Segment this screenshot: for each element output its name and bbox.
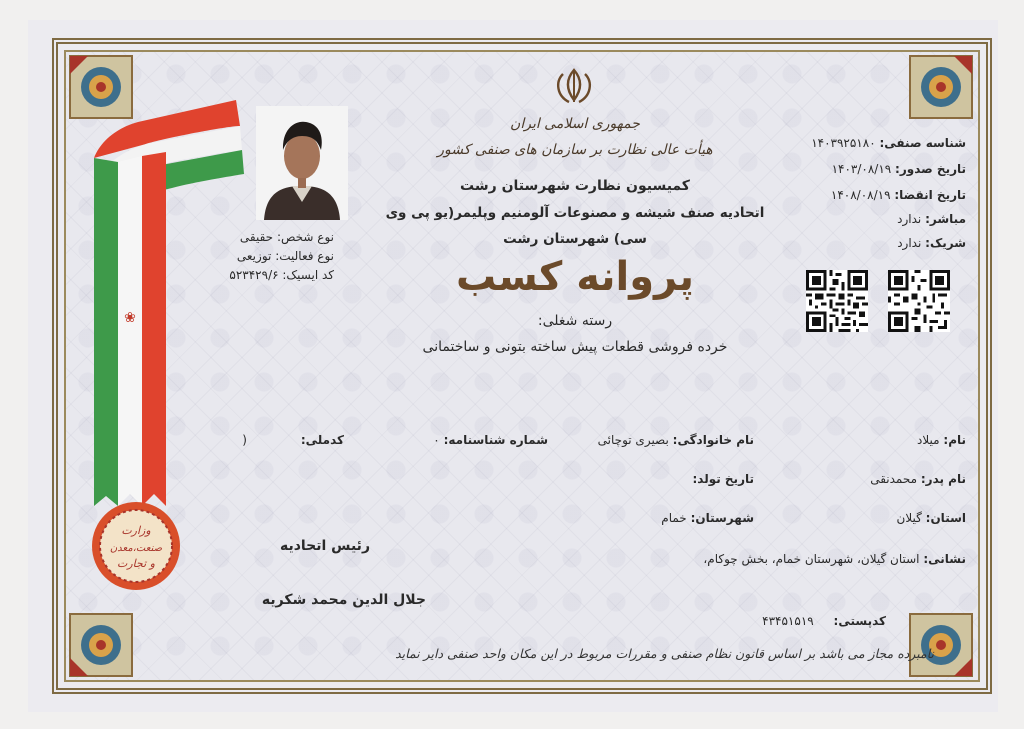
qr-code-icon [806,270,868,332]
supervisory-board-name: هیأت عالی نظارت بر سازمان های صنفی کشور [437,142,713,158]
license-row: تاریخ انقضا: ۱۴۰۸/۰۸/۱۹ [830,188,966,202]
license-row: شناسه صنفی: ۱۴۰۳۹۲۵۱۸۰ [811,136,966,150]
birth-date-field: تاریخ تولد: [692,472,754,486]
corner-ornament-icon [68,612,134,678]
owner-photo [256,106,348,220]
license-row: تاریخ صدور: ۱۴۰۳/۰۸/۱۹ [831,162,966,176]
union-name-line2: سی) شهرستان رشت [503,231,647,247]
person-info-row: نوع فعالیت: توزیعی [236,249,334,263]
ministry-seal-icon [90,500,182,592]
first-name-field: نام: میلاد [917,433,966,447]
person-info-row: نوع شخص: حقیقی [239,230,334,244]
country-name: جمهوری اسلامی ایران [510,116,640,132]
svg-text:وزارت: وزارت [121,524,151,537]
page-title: پروانه کسب [456,254,694,300]
svg-text:❀: ❀ [124,310,136,326]
id-number-field: شماره شناسنامه: ۰ [433,433,548,447]
business-field-value: خرده فروشی قطعات پیش ساخته بتونی و ساختمانی [422,339,728,355]
license-row: شریک: ندارد [897,236,966,250]
business-field-label: رسته شغلی: [537,313,613,329]
person-photo-icon [256,106,348,220]
corner-ornament-icon [908,54,974,120]
signature-role: رئیس اتحادیه [279,538,370,554]
person-info-row: کد ایسیک: ۵۲۳۴۲۹/۶ [229,268,334,282]
national-code-field: کدملی: ( [242,433,344,447]
city-field: شهرستان: خمام [661,511,754,525]
signature-name: جلال الدین محمد شکریه [261,592,426,608]
svg-text:و تجارت: و تجارت [117,557,155,570]
iran-flag-ribbon-icon [86,96,246,516]
commission-name: کمیسیون نظارت شهرستان رشت [460,178,690,194]
iran-emblem-icon [553,66,595,106]
qr-code-icon [888,270,950,332]
address-field: نشانی: استان گیلان، شهرستان خمام، بخش چوکام، [703,552,966,566]
corner-ornament-icon [908,612,974,678]
license-row: مباشر: ندارد [897,212,966,226]
footer-note: نامبرده مجاز می باشد بر اساس قانون نظام صنفی و مقررات مربوط در این مکان واحد صنفی دایر نماید [395,646,934,661]
svg-text:صنعت،معدن: صنعت،معدن [109,543,163,554]
union-name-line1: اتحادیه صنف شیشه و مصنوعات آلومنیم وپلیمر(یو پی وی [385,205,765,221]
postal-code-field: کدپستی: ۴۳۴۵۱۵۱۹ [762,614,886,628]
province-field: استان: گیلان [896,511,966,525]
father-name-field: نام پدر: محمدنقی [870,472,966,486]
last-name-field: نام خانوادگی: بصیری توچائی [597,433,754,447]
